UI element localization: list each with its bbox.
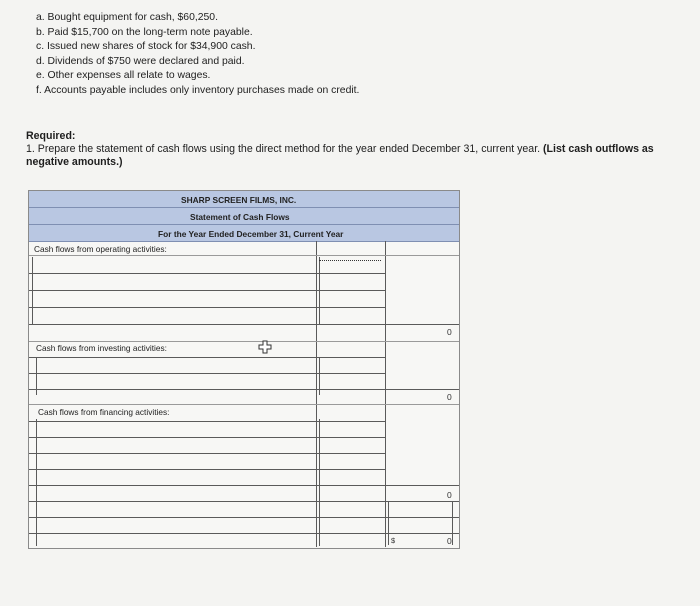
required-instruction <box>26 143 694 169</box>
table-row[interactable] <box>29 357 386 358</box>
section-divider <box>29 404 459 405</box>
given-item: a. Bought equipment for cash, $60,250. <box>36 12 218 23</box>
given-item: f. Accounts payable includes only inventory purchases made on credit. <box>36 84 360 96</box>
table-row[interactable] <box>29 501 459 502</box>
statement-period: For the Year Ended December 31, Current Year <box>158 229 344 239</box>
given-item: b. Paid $15,700 on the long-term note payable. <box>36 26 253 38</box>
table-row[interactable] <box>29 485 459 486</box>
table-row[interactable] <box>29 307 386 308</box>
table-row[interactable] <box>29 373 386 374</box>
table-row[interactable] <box>29 469 386 470</box>
header-divider <box>29 207 459 208</box>
header-divider <box>29 224 459 225</box>
table-row[interactable] <box>29 324 459 325</box>
row-indent <box>32 257 33 325</box>
financing-total: 0 <box>447 490 452 500</box>
given-item: c. Issued new shares of stock for $34,900 cash. <box>36 41 256 53</box>
investing-activities-label: Cash flows from investing activities: <box>36 343 167 353</box>
required-title: Required: <box>26 130 76 142</box>
financing-activities-label: Cash flows from financing activities: <box>38 407 170 417</box>
given-item: e. Other expenses all relate to wages. <box>36 70 211 82</box>
table-row <box>29 255 459 256</box>
investing-total: 0 <box>447 392 452 402</box>
table-row[interactable] <box>29 517 459 518</box>
statement-title: Statement of Cash Flows <box>190 212 290 222</box>
section-divider <box>29 341 459 342</box>
row-indent <box>319 257 320 325</box>
net-cash-total: 0 <box>447 536 452 546</box>
row-indent <box>319 419 320 546</box>
row-indent <box>36 419 37 546</box>
operating-activities-label: Cash flows from operating activities: <box>34 244 167 254</box>
move-cursor-icon <box>258 340 272 354</box>
given-item: d. Dividends of $750 were declared and paid. <box>36 55 245 67</box>
currency-symbol: $ <box>391 536 396 545</box>
net-change-row[interactable] <box>29 533 459 534</box>
instruction-text: 1. Prepare the statement of cash flows using the direct method for the year ended December 31, current year. <box>26 143 541 155</box>
table-row[interactable] <box>29 290 386 291</box>
table-row[interactable] <box>29 437 386 438</box>
company-name: SHARP SCREEN FILMS, INC. <box>181 195 297 205</box>
cash-flow-worksheet <box>28 190 460 549</box>
given-transactions <box>36 11 359 99</box>
row-indent <box>452 501 453 545</box>
table-row[interactable] <box>29 421 386 422</box>
table-row[interactable] <box>29 273 386 274</box>
operating-total: 0 <box>447 327 452 337</box>
row-indent <box>388 501 389 545</box>
table-row[interactable] <box>29 453 386 454</box>
table-row[interactable] <box>29 389 459 390</box>
instruction-emphasis: (List cash outflows as negative amounts.) <box>26 143 654 168</box>
required-section <box>26 130 694 169</box>
statement-header <box>29 191 459 242</box>
amount-input-underline[interactable] <box>319 260 381 261</box>
